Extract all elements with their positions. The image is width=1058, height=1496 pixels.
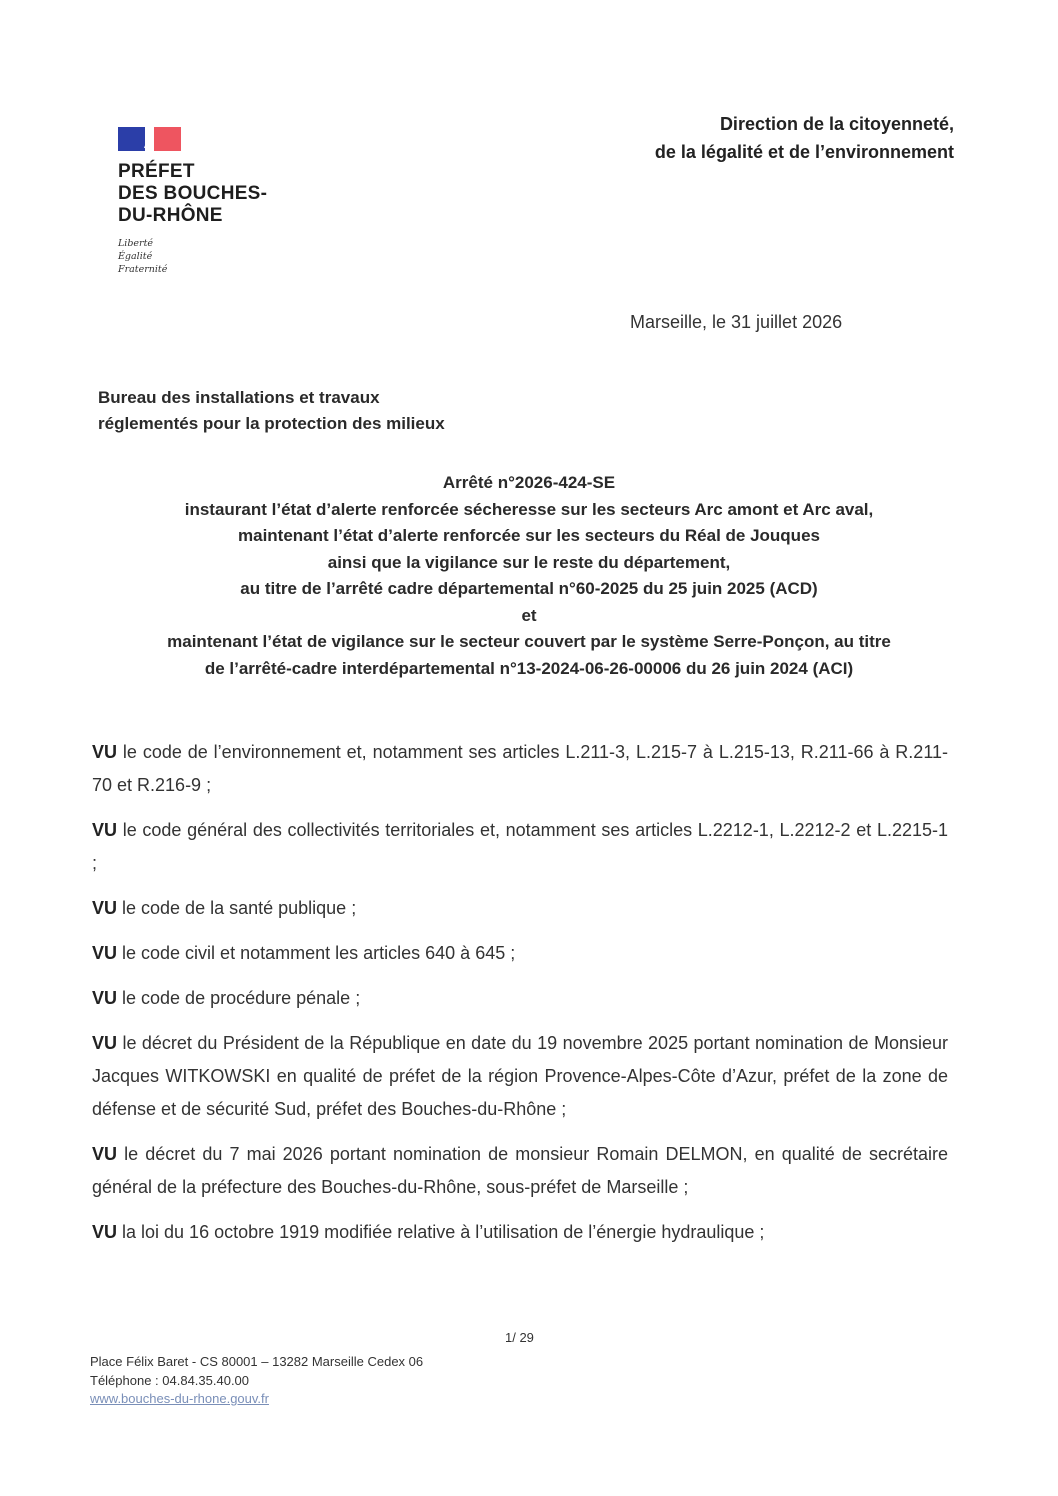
visa-paragraph xyxy=(92,937,948,970)
decree-title-line: maintenant l’état de vigilance sur le secteur couvert par le système Serre-Ponçon, au titre xyxy=(167,632,891,651)
decree-title-line: au titre de l’arrêté cadre départemental n°60-2025 du 25 juin 2025 (ACD) xyxy=(240,579,818,598)
decree-title-line: maintenant l’état d’alerte renforcée sur les secteurs du Réal de Jouques xyxy=(238,526,820,545)
visa-text: le code de procédure pénale ; xyxy=(117,988,361,1008)
visa-text: le code civil et notamment les articles 640 à 645 ; xyxy=(117,943,516,963)
issuing-direction xyxy=(655,110,954,166)
decree-title xyxy=(60,470,998,682)
motto-egalite: Égalité xyxy=(118,251,153,262)
visa-prefix: VU xyxy=(92,742,118,762)
motto-liberte: Liberté xyxy=(118,238,154,249)
footer-address: Place Félix Baret - CS 80001 – 13282 Marseille Cedex 06 xyxy=(90,1354,424,1369)
visa-prefix: VU xyxy=(92,1033,118,1053)
visa-prefix: VU xyxy=(92,1144,118,1164)
visa-paragraph xyxy=(92,1138,948,1204)
visa-prefix: VU xyxy=(92,1222,118,1242)
visa-paragraph xyxy=(92,892,948,925)
visa-prefix: VU xyxy=(92,943,118,963)
bureau-line-2: réglementés pour la protection des milieux xyxy=(98,414,445,433)
document-date: Marseille, le 31 juillet 2026 xyxy=(630,312,843,332)
marianne-flag-icon xyxy=(118,127,181,151)
decree-title-line: de l’arrêté-cadre interdépartemental n°13-2024-06-26-00006 du 26 juin 2024 (ACI) xyxy=(204,658,854,678)
decree-title-line: ainsi que la vigilance sur le reste du département, xyxy=(327,552,731,572)
visa-text: la loi du 16 octobre 1919 modifiée relative à l’utilisation de l’énergie hydraulique ; xyxy=(117,1222,765,1242)
prefecture-name-line-1: PRÉFET xyxy=(118,161,195,182)
visa-paragraph xyxy=(92,982,948,1015)
footer-website-link[interactable]: www.bouches-du-rhone.gouv.fr xyxy=(90,1391,269,1406)
legal-visas xyxy=(92,736,948,1261)
prefecture-name xyxy=(118,161,338,227)
visa-prefix: VU xyxy=(92,988,118,1008)
visa-paragraph xyxy=(92,1027,948,1126)
republic-motto xyxy=(118,237,338,276)
visa-text: le code de la santé publique ; xyxy=(117,898,357,918)
page-footer xyxy=(90,1353,423,1409)
visa-paragraph xyxy=(92,1216,948,1249)
decree-title-line: instaurant l’état d’alerte renforcée sécheresse sur les secteurs Arc amont et Arc aval, xyxy=(184,499,874,519)
direction-line-2: de la légalité et de l’environnement xyxy=(654,142,954,162)
visa-prefix: VU xyxy=(92,898,118,918)
decree-title-line: et xyxy=(521,605,537,625)
prefecture-name-line-3: DU-RHÔNE xyxy=(118,205,223,226)
decree-number: Arrêté n°2026-424-SE xyxy=(442,473,616,492)
bureau-line-1: Bureau des installations et travaux xyxy=(98,388,380,407)
visa-paragraph xyxy=(92,814,948,880)
visa-text: le décret du Président de la République en date du 19 novembre 2025 portant nomination de Monsieur Jacques WITKOWSKI en qualité de préfet de la région Provence-Alpes-Côte d’Azur, préfet de la zone de défense et de sécurité Sud, préfet des Bouches-du-Rhône ; xyxy=(92,1033,948,1119)
issuing-bureau xyxy=(98,385,445,437)
visa-text: le code de l’environnement et, notamment ses articles L.211-3, L.215-7 à L.215-13, R.211-66 à R.211-70 et R.216-9 ; xyxy=(92,742,948,795)
direction-line-1: Direction de la citoyenneté, xyxy=(719,114,954,134)
prefecture-name-line-2: DES BOUCHES- xyxy=(118,183,268,204)
footer-phone: Téléphone : 04.84.35.40.00 xyxy=(90,1372,250,1388)
visa-text: le décret du 7 mai 2026 portant nomination de monsieur Romain DELMON, en qualité de secrétaire général de la préfecture des Bouches-du-Rhône, sous-préfet de Marseille ; xyxy=(92,1144,948,1197)
page-number: 1/ 29 xyxy=(505,1330,534,1345)
visa-paragraph xyxy=(92,736,948,802)
motto-fraternite: Fraternité xyxy=(118,264,168,275)
visa-text: le code général des collectivités territoriales et, notamment ses articles L.2212-1, L.2212-2 et L.2215-1 ; xyxy=(92,820,948,873)
prefecture-logo xyxy=(118,127,338,276)
visa-prefix: VU xyxy=(92,820,118,840)
